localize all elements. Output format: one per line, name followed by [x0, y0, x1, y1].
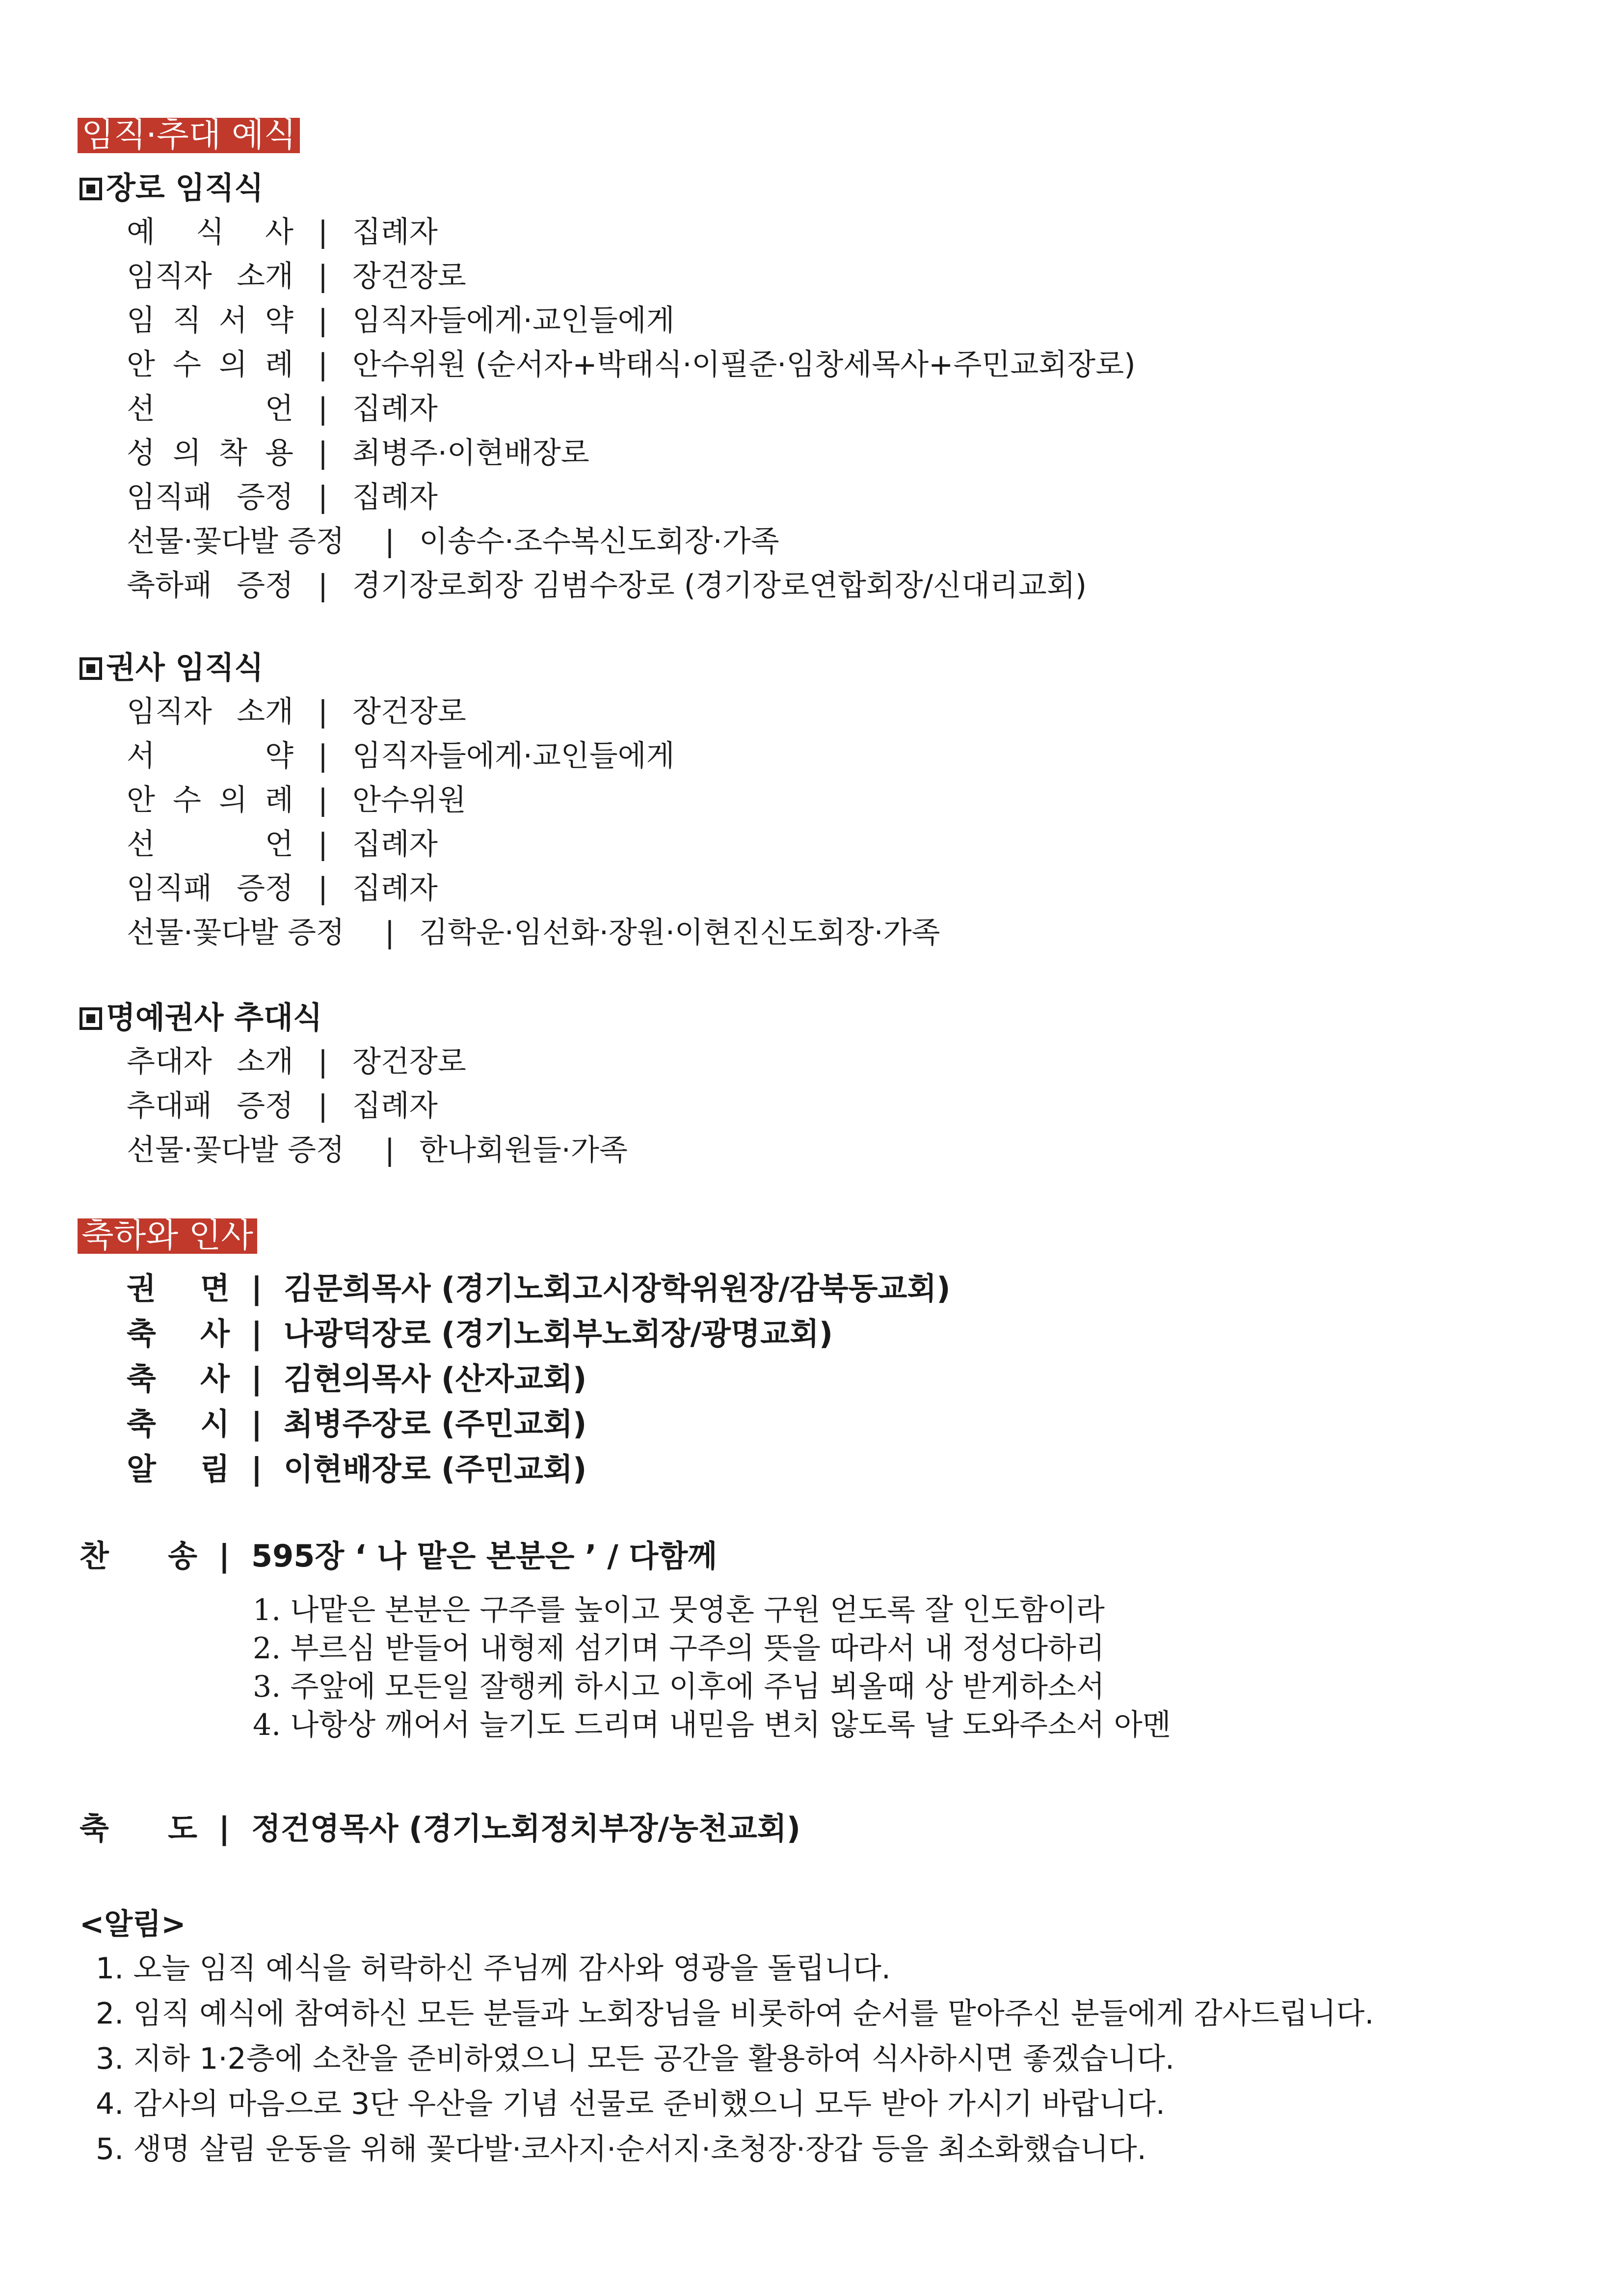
- row-value: 김문희목사 (경기노회고시장학위원장/감북동교회): [284, 1270, 951, 1306]
- row-label: 임직패 증정: [127, 480, 293, 514]
- greeting-row: [127, 1407, 586, 1441]
- row-label: 안 수 의 례: [127, 783, 293, 817]
- row-label: 선물·꽃다발 증정: [127, 916, 345, 950]
- row-separator: |: [318, 303, 328, 338]
- row-separator: |: [251, 1361, 263, 1397]
- row-label: 추대자 소개: [127, 1045, 293, 1079]
- notice-item: 5. 생명 살림 운동을 위해 꽃다발·코사지·순서지·초청장·장갑 등을 최소화했습니다.: [96, 2132, 1146, 2166]
- row-separator: |: [318, 1089, 328, 1123]
- row-separator: |: [318, 739, 328, 773]
- program-row: [127, 783, 466, 817]
- row-value: 집례자: [352, 215, 438, 249]
- row-separator: |: [318, 1045, 328, 1079]
- row-value: 나광덕장로 (경기노회부노회장/광명교회): [284, 1316, 833, 1351]
- square-bullet-icon: [80, 657, 102, 680]
- subsection-title-text: 장로 임직식: [106, 170, 264, 206]
- notice-item: 4. 감사의 마음으로 3단 우산을 기념 선물로 준비했으니 모두 받아 가시기 바랍니다.: [96, 2087, 1166, 2121]
- row-value: 595장 ‘ 나 맡은 본분은 ’ / 다함께: [251, 1538, 718, 1574]
- row-label: 성 의 착 용: [127, 436, 293, 470]
- row-label: 선물·꽃다발 증정: [127, 1133, 345, 1167]
- hymn-row: [80, 1539, 717, 1573]
- row-separator: |: [251, 1316, 263, 1351]
- row-label: 임직자 소개: [127, 695, 293, 729]
- program-row: [127, 480, 438, 514]
- program-row: [127, 215, 438, 249]
- row-separator: |: [251, 1270, 263, 1306]
- section-title-greetings: 축하와 인사: [78, 1218, 257, 1254]
- subsection-title-text: 권사 임직식: [106, 649, 264, 685]
- row-value: 이송수·조수복신도회장·가족: [419, 524, 779, 559]
- row-value: 김학운·임선화·장원·이현진신도회장·가족: [419, 916, 940, 950]
- row-value: 장건장로: [352, 695, 466, 729]
- row-label: 임직패 증정: [127, 871, 293, 906]
- row-separator: |: [318, 568, 328, 603]
- row-separator: |: [318, 259, 328, 294]
- row-label: 선 언: [127, 827, 293, 862]
- square-bullet-icon: [80, 178, 102, 200]
- row-value: 집례자: [352, 392, 438, 426]
- section-title-ordination: 임직·추대 예식: [78, 118, 300, 153]
- program-row: [127, 827, 438, 862]
- subsection-title-text: 명예권사 추대식: [106, 999, 322, 1035]
- program-row: [127, 436, 589, 470]
- row-label: 안 수 의 례: [127, 348, 293, 382]
- row-label: 축 도: [80, 1810, 197, 1846]
- row-separator: |: [218, 1538, 230, 1574]
- program-row: [127, 524, 779, 559]
- row-separator: |: [384, 524, 395, 559]
- row-value: 집례자: [352, 480, 438, 514]
- row-separator: |: [218, 1810, 230, 1846]
- row-separator: |: [318, 827, 328, 862]
- row-value: 한나회원들·가족: [419, 1133, 628, 1167]
- program-row: [127, 303, 675, 338]
- notice-item: 2. 임직 예식에 참여하신 모든 분들과 노회장님을 비롯하여 순서를 맡아주신 분들에게 감사드립니다.: [96, 1997, 1374, 2031]
- row-value: 김현의목사 (산자교회): [284, 1361, 587, 1397]
- notice-title: <알림>: [80, 1907, 186, 1942]
- program-row: [127, 259, 466, 294]
- row-separator: |: [318, 215, 328, 249]
- notice-item: 1. 오늘 임직 예식을 허락하신 주님께 감사와 영광을 돌립니다.: [96, 1951, 891, 1986]
- greeting-row: [127, 1271, 951, 1306]
- notice-item: 3. 지하 1·2층에 소찬을 준비하였으니 모든 공간을 활용하여 식사하시면 좋겠습니다.: [96, 2042, 1175, 2076]
- row-separator: |: [318, 348, 328, 382]
- row-label: 축 사: [127, 1361, 230, 1397]
- row-label: 축하패 증정: [127, 568, 293, 603]
- row-separator: |: [318, 392, 328, 426]
- row-value: 안수위원: [352, 783, 466, 817]
- row-separator: |: [318, 783, 328, 817]
- row-value: 집례자: [352, 827, 438, 862]
- row-separator: |: [384, 916, 395, 950]
- square-bullet-icon: [80, 1007, 102, 1030]
- greeting-row: [127, 1362, 586, 1396]
- program-row: [127, 1045, 466, 1079]
- row-separator: |: [251, 1451, 263, 1487]
- subsection-title-elder: [80, 171, 264, 205]
- row-separator: |: [318, 436, 328, 470]
- program-row: [127, 695, 466, 729]
- hymn-verse: 4. 나항상 깨어서 늘기도 드리며 내믿음 변치 않도록 날 도와주소서 아멘: [253, 1708, 1171, 1742]
- row-label: 축 사: [127, 1316, 230, 1351]
- row-value: 임직자들에게·교인들에게: [352, 739, 675, 773]
- row-value: 이현배장로 (주민교회): [284, 1451, 587, 1487]
- row-label: 선 언: [127, 392, 293, 426]
- row-value: 경기장로회장 김범수장로 (경기장로연합회장/신대리교회): [352, 568, 1087, 603]
- row-label: 찬 송: [80, 1538, 197, 1574]
- hymn-verse: 1. 나맡은 본분은 구주를 높이고 뭇영혼 구원 얻도록 잘 인도함이라: [253, 1593, 1105, 1627]
- row-label: 선물·꽃다발 증정: [127, 524, 345, 559]
- row-value: 집례자: [352, 1089, 438, 1123]
- row-separator: |: [318, 695, 328, 729]
- program-row: [127, 392, 438, 426]
- benediction-row: [80, 1811, 800, 1846]
- program-row: [127, 348, 1136, 382]
- row-value: 정건영목사 (경기노회정치부장/농천교회): [251, 1810, 801, 1846]
- row-value: 장건장로: [352, 1045, 466, 1079]
- row-label: 서 약: [127, 739, 293, 773]
- hymn-verse: 3. 주앞에 모든일 잘행케 하시고 이후에 주님 뵈올때 상 받게하소서: [253, 1670, 1105, 1704]
- hymn-verse: 2. 부르심 받들어 내형제 섬기며 구주의 뜻을 따라서 내 정성다하리: [253, 1631, 1105, 1666]
- greeting-row: [127, 1452, 586, 1486]
- program-row: [127, 871, 438, 906]
- row-label: 예 식 사: [127, 215, 293, 249]
- row-value: 최병주·이현배장로: [352, 436, 589, 470]
- program-row: [127, 1089, 438, 1123]
- row-separator: |: [318, 480, 328, 514]
- row-value: 최병주장로 (주민교회): [284, 1406, 587, 1442]
- row-value: 안수위원 (순서자+박태식·이필준·임창세목사+주민교회장로): [352, 348, 1136, 382]
- program-row: [127, 739, 675, 773]
- subsection-title-deacon: [80, 650, 264, 685]
- row-label: 권 면: [127, 1270, 230, 1306]
- row-value: 임직자들에게·교인들에게: [352, 303, 675, 338]
- row-label: 임직자 소개: [127, 259, 293, 294]
- program-row: [127, 1133, 628, 1167]
- row-separator: |: [318, 871, 328, 906]
- program-row: [127, 568, 1087, 603]
- row-separator: |: [384, 1133, 395, 1167]
- row-separator: |: [251, 1406, 263, 1442]
- row-label: 임 직 서 약: [127, 303, 293, 338]
- greeting-row: [127, 1317, 833, 1351]
- program-row: [127, 916, 940, 950]
- subsection-title-honorary: [80, 1000, 322, 1035]
- row-label: 알 림: [127, 1451, 230, 1487]
- row-value: 집례자: [352, 871, 438, 906]
- row-label: 축 시: [127, 1406, 230, 1442]
- row-label: 추대패 증정: [127, 1089, 293, 1123]
- row-value: 장건장로: [352, 259, 466, 294]
